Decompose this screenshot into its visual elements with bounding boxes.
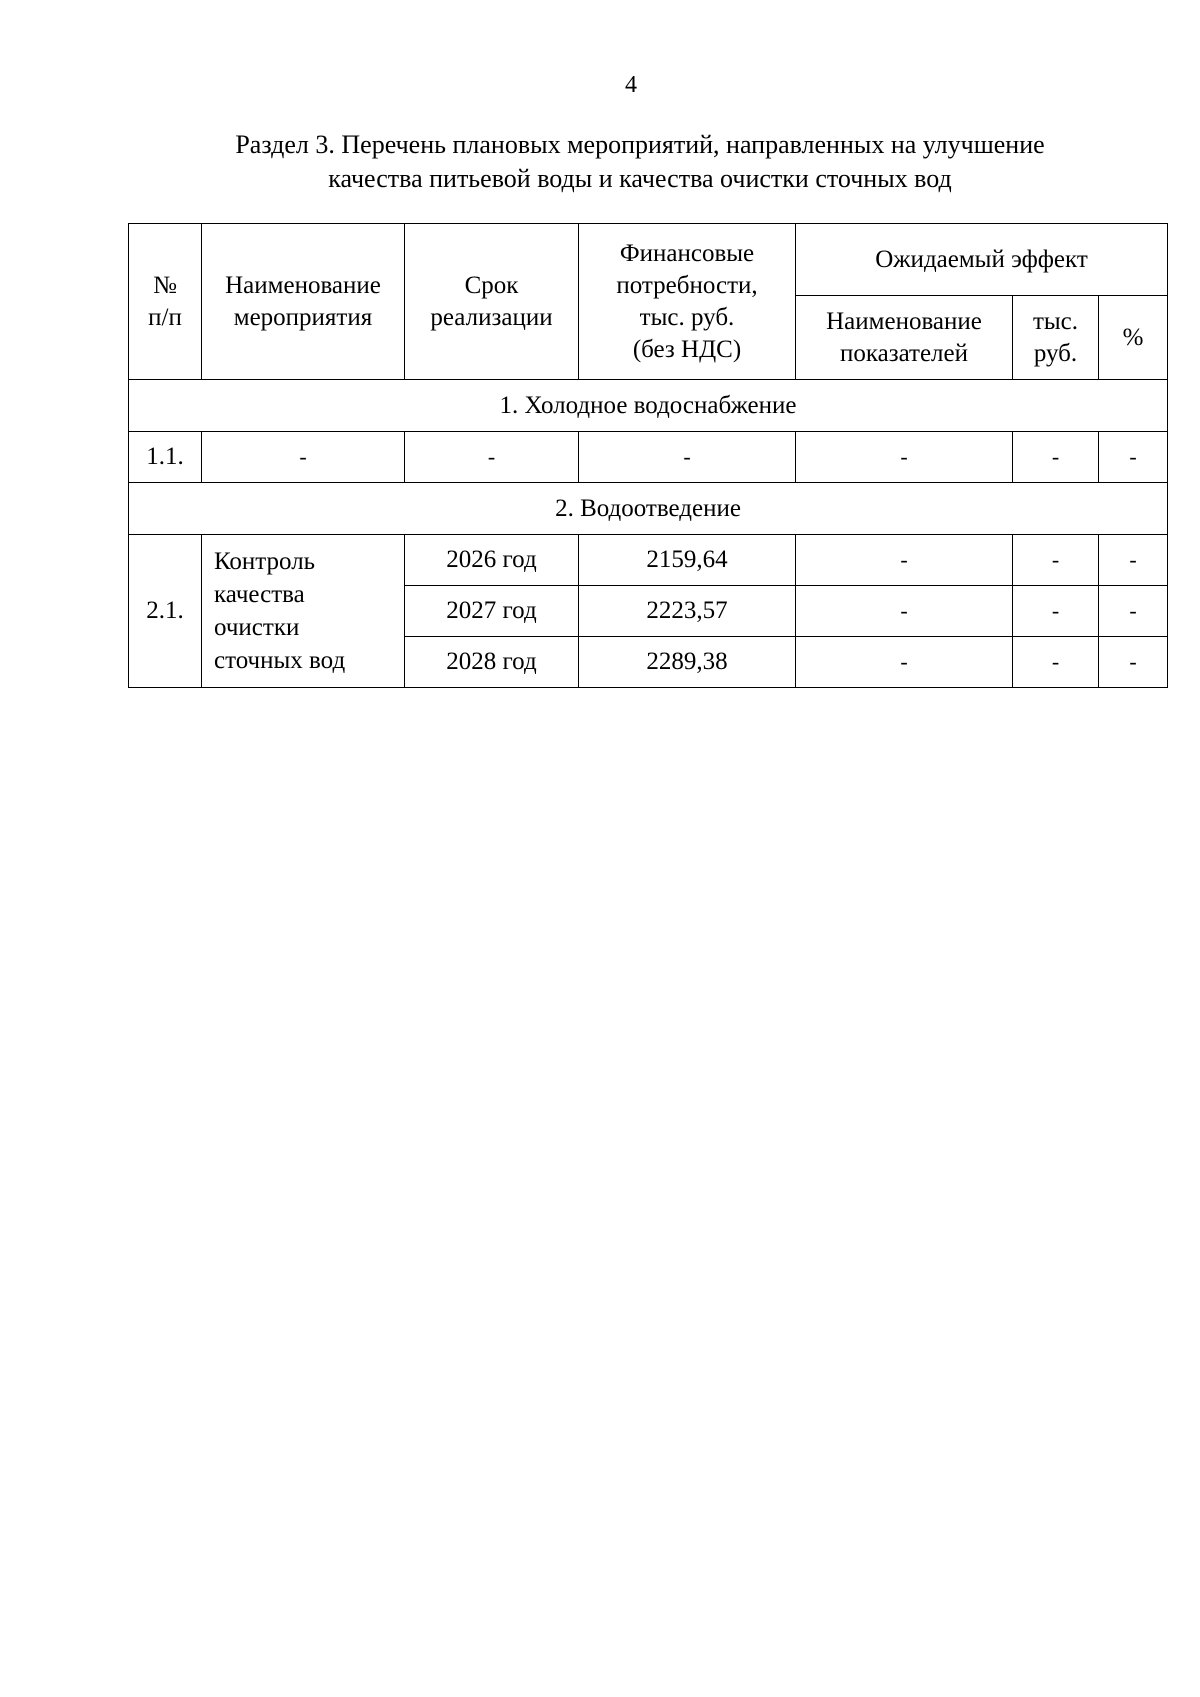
header-percent: %	[1099, 296, 1168, 380]
header-effect: Ожидаемый эффект	[796, 224, 1168, 296]
row-term: 2027 год	[405, 586, 579, 637]
header-name-line-1: Наименование	[225, 271, 381, 299]
row-percent: -	[1099, 586, 1168, 637]
section-title-line-1: Раздел 3. Перечень плановых мероприятий, направленных на улучшение	[235, 130, 1045, 159]
header-name-line-2: мероприятия	[233, 303, 373, 331]
row-indicators: -	[796, 637, 1013, 688]
row-finance: -	[579, 432, 796, 483]
section-row-drainage	[129, 483, 1168, 535]
row-term: -	[405, 432, 579, 483]
row-percent: -	[1099, 432, 1168, 483]
row-thousand: -	[1013, 586, 1099, 637]
row-indicators: -	[796, 535, 1013, 586]
table-row	[129, 432, 1168, 483]
header-number-line-2: п/п	[148, 303, 182, 331]
header-thousand-line-1: тыс.	[1032, 307, 1079, 335]
section-title	[190, 128, 1090, 196]
row-name-line-3: очистки	[214, 614, 300, 641]
header-term-line-1: Срок	[464, 271, 519, 299]
row-thousand: -	[1013, 535, 1099, 586]
header-indicators-line-1: Наименование	[826, 307, 982, 335]
header-finance-line-4: (без НДС)	[632, 335, 742, 363]
row-finance: 2223,57	[579, 586, 796, 637]
row-percent: -	[1099, 637, 1168, 688]
header-indicators	[796, 296, 1013, 380]
section-title-line-2: качества питьевой воды и качества очистки сточных вод	[328, 164, 952, 193]
header-finance-line-1: Финансовые	[619, 239, 755, 267]
row-term: 2026 год	[405, 535, 579, 586]
row-name-line-1: Контроль	[214, 548, 316, 575]
row-indicators: -	[796, 586, 1013, 637]
section-title-cold-water: 1. Холодное водоснабжение	[129, 380, 1168, 432]
section-row-cold-water	[129, 380, 1168, 432]
header-finance-line-3: тыс. руб.	[639, 303, 735, 331]
measures-table	[128, 223, 1168, 688]
header-number	[129, 224, 202, 380]
row-name-line-4: сточных вод	[214, 647, 346, 674]
table-header-row	[129, 224, 1168, 296]
row-finance: 2159,64	[579, 535, 796, 586]
row-number: 1.1.	[129, 432, 202, 483]
section-title-drainage: 2. Водоотведение	[129, 483, 1168, 535]
row-name	[202, 535, 405, 688]
header-term-line-2: реализации	[430, 303, 553, 331]
header-thousand-rub	[1013, 296, 1099, 380]
page-number: 4	[625, 72, 637, 98]
header-thousand-line-2: руб.	[1033, 339, 1078, 367]
header-finance-line-2: потребности,	[616, 271, 758, 299]
header-number-line-1: №	[153, 271, 177, 299]
row-name-line-2: качества	[214, 581, 305, 608]
row-thousand: -	[1013, 637, 1099, 688]
header-indicators-line-2: показателей	[839, 339, 969, 367]
row-number: 2.1.	[129, 535, 202, 688]
row-thousand: -	[1013, 432, 1099, 483]
row-indicators: -	[796, 432, 1013, 483]
table-row	[129, 535, 1168, 586]
row-finance: 2289,38	[579, 637, 796, 688]
header-finance	[579, 224, 796, 380]
row-percent: -	[1099, 535, 1168, 586]
header-name	[202, 224, 405, 380]
row-term: 2028 год	[405, 637, 579, 688]
row-name: -	[202, 432, 405, 483]
header-term	[405, 224, 579, 380]
